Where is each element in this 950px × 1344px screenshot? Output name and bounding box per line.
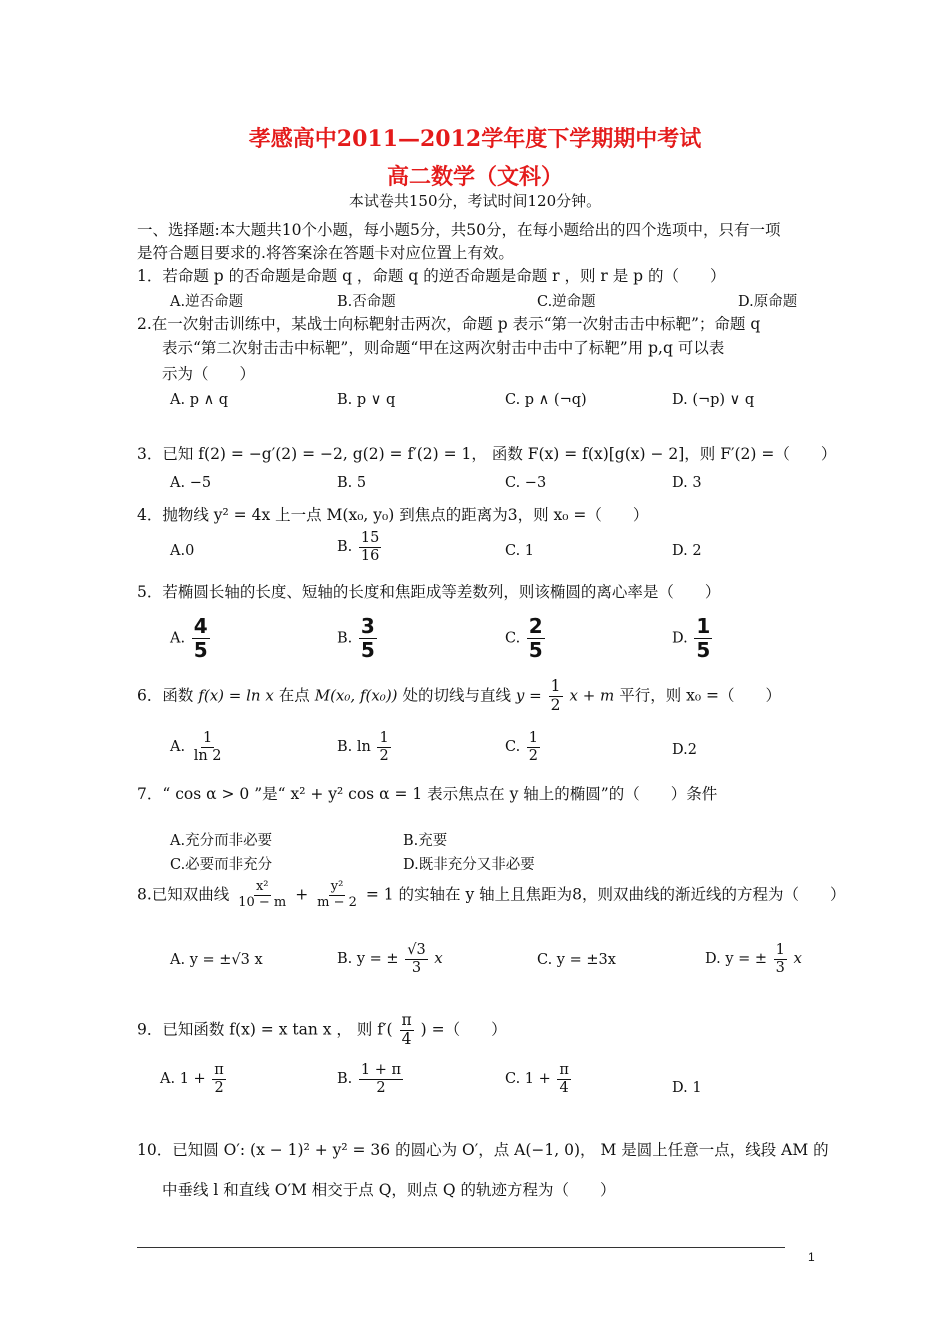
q5-option-b <box>337 615 379 662</box>
q9-option-a-fraction <box>212 1062 226 1096</box>
fraction-numerator: 1 <box>775 942 785 958</box>
q9-option-b-label: B. <box>337 1071 353 1088</box>
section-instruction-2: 是符合题目要求的.将答案涂在答题卡对应位置上有效。 <box>137 244 514 262</box>
fraction-denominator: m − 2 <box>317 894 357 910</box>
q6-function: f(x) = ln x <box>198 686 274 705</box>
q9-option-a <box>160 1062 228 1096</box>
question-3-stem: 3．已知 f(2) = −g′(2) = −2, g(2) = f′(2) = 1， 函数 F(x) = f(x)[g(x) − 2]，则 F′(2) =（ ） <box>137 445 837 463</box>
page-number: 1 <box>808 1250 815 1264</box>
question-9-stem <box>137 1012 507 1049</box>
fraction-denominator: ln 2 <box>193 747 222 764</box>
q9-option-b <box>337 1062 405 1096</box>
fraction-numerator: 1 + π <box>360 1062 401 1078</box>
q8-fraction-y <box>315 880 359 911</box>
q8-option-b-x: x <box>434 949 443 968</box>
q6-option-b <box>337 730 393 764</box>
q6-option-b-fraction <box>377 730 390 764</box>
q6-line-rhs: x + m <box>569 686 615 705</box>
q4-option-d: D. 2 <box>672 543 702 559</box>
fraction-denominator: 16 <box>360 547 380 564</box>
q8-option-b <box>337 942 443 976</box>
q7-option-d: D.既非充分又非必要 <box>403 857 535 873</box>
fraction-numerator: π <box>214 1062 224 1078</box>
q1-option-b: B.否命题 <box>337 294 396 310</box>
q9-option-c <box>505 1062 573 1096</box>
q5-option-b-label: B. <box>337 630 353 647</box>
q6-point: M(x₀, f(x₀)) <box>314 686 398 705</box>
question-1-stem: 1．若命题 p 的否命题是命题 q ，命题 q 的逆否命题是命题 r ，则 r 是 p 的（ ） <box>137 267 726 285</box>
q6-option-a-label: A. <box>170 739 186 756</box>
question-10-line-1: 10．已知圆 O′: (x − 1)² + y² = 36 的圆心为 O′，点 A(−1, 0)， M 是圆上任意一点，线段 AM 的 <box>137 1141 829 1159</box>
fraction-numerator: 1 <box>696 614 711 638</box>
q9-option-a-prefix: 1 + <box>179 1071 206 1088</box>
fraction-numerator: 1 <box>379 730 389 746</box>
q1-option-c: C.逆命题 <box>537 294 596 310</box>
q6-option-a-fraction <box>192 730 224 764</box>
q8-part-2: = 1 的实轴在 y 轴上且焦距为8，则双曲线的渐近线的方程为（ ） <box>365 885 846 904</box>
footer-rule <box>137 1247 785 1248</box>
exam-title: 孝感高中2011—2012学年度下学期期中考试 <box>248 126 702 152</box>
q3-option-a: A. −5 <box>170 475 212 491</box>
fraction-numerator: 2 <box>528 614 543 638</box>
question-2-line-1: 2.在一次射击训练中，某战士向标靶射击两次，命题 p 表示“第一次射击击中标靶”；命题 q <box>137 315 761 333</box>
fraction-numerator: 3 <box>360 614 375 638</box>
q6-line-lhs: y = <box>515 686 542 705</box>
q1-option-a: A.逆否命题 <box>170 294 244 310</box>
q5-option-c-label: C. <box>505 630 521 647</box>
fraction-numerator: 1 <box>528 730 539 746</box>
q2-option-a: A. p ∧ q <box>170 392 229 408</box>
fraction-denominator: 5 <box>360 638 375 662</box>
q9-option-c-label: C. <box>505 1071 521 1088</box>
fraction-denominator: 3 <box>411 959 422 976</box>
fraction-denominator: 2 <box>214 1079 224 1096</box>
fraction-denominator: 2 <box>379 747 389 764</box>
fraction-numerator: x² <box>255 879 269 894</box>
q2-option-b: B. p ∨ q <box>337 392 396 408</box>
q8-option-d-x: x <box>793 949 802 968</box>
q7-option-c: C.必要而非充分 <box>170 857 273 873</box>
q3-option-b: B. 5 <box>337 475 367 491</box>
q7-option-a: A.充分而非必要 <box>170 833 273 849</box>
fraction-denominator: 3 <box>775 959 785 976</box>
q9-option-c-prefix: 1 + <box>524 1071 551 1088</box>
fraction-numerator: 1 <box>550 677 561 695</box>
question-2-line-2: 表示“第二次射击击中标靶”，则命题“甲在这两次射击中击中了标靶”用 p,q 可以表 <box>162 339 725 357</box>
q6-part-1: 6．函数 <box>137 686 194 705</box>
q6-option-a <box>170 730 226 764</box>
q2-option-d: D. (¬p) ∨ q <box>672 392 755 408</box>
q7-option-b: B.充要 <box>403 833 448 849</box>
fraction-denominator: 5 <box>696 638 711 662</box>
q8-option-d <box>705 942 802 976</box>
q5-option-a <box>170 615 212 662</box>
q9-option-c-fraction <box>557 1062 571 1096</box>
fraction-numerator: 4 <box>193 614 208 638</box>
q8-option-b-fraction <box>405 942 427 976</box>
fraction-denominator: 2 <box>376 1079 386 1096</box>
q5-option-a-fraction <box>192 615 210 662</box>
q8-plus: + <box>295 885 309 904</box>
q6-part-4: 平行，则 x₀ =（ ） <box>619 686 782 705</box>
fraction-numerator: 15 <box>360 530 380 546</box>
q9-option-a-label: A. <box>160 1071 176 1088</box>
q1-option-d: D.原命题 <box>738 294 798 310</box>
exam-subtitle: 高二数学（文科） <box>386 164 563 190</box>
q2-option-c: C. p ∧ (¬q) <box>505 392 587 408</box>
q5-option-a-label: A. <box>170 630 186 647</box>
q9-option-d: D. 1 <box>672 1080 702 1096</box>
q8-part-1: 8.已知双曲线 <box>137 885 230 904</box>
question-6-stem <box>137 678 781 715</box>
q4-option-b <box>337 530 383 564</box>
fraction-numerator: 1 <box>202 730 213 746</box>
q8-option-c: C. y = ±3x <box>537 952 616 968</box>
question-7-stem: 7．“ cos α > 0 ”是“ x² + y² cos α = 1 表示焦点在 y 轴上的椭圆”的（ ）条件 <box>137 785 718 803</box>
q8-option-d-label: D. y = ± <box>705 951 768 968</box>
fraction-denominator: 2 <box>528 747 539 764</box>
q5-option-c-fraction <box>527 615 545 662</box>
q9-pi-over-4 <box>400 1012 414 1049</box>
fraction-numerator: π <box>401 1011 412 1029</box>
fraction-denominator: 4 <box>559 1079 569 1096</box>
q6-option-c <box>505 730 542 764</box>
fraction-denominator: 2 <box>550 695 561 714</box>
q9-stem-tail: ) =（ ） <box>420 1020 507 1039</box>
fraction-denominator: 5 <box>528 638 543 662</box>
fraction-numerator: y² <box>330 879 344 894</box>
q6-option-d: D.2 <box>672 742 697 758</box>
q4-option-b-fraction <box>359 530 381 564</box>
q8-option-a: A. y = ±√3 x <box>170 952 263 968</box>
question-8-stem <box>137 880 846 911</box>
q6-part-2: 在点 <box>278 686 310 705</box>
q5-option-c <box>505 615 547 662</box>
q8-fraction-x <box>236 880 288 911</box>
q9-stem-text: 9．已知函数 f(x) = x tan x ， 则 f′( <box>137 1020 393 1039</box>
q3-option-d: D. 3 <box>672 475 702 491</box>
question-2-line-3: 示为（ ） <box>162 365 256 383</box>
fraction-numerator: π <box>559 1062 569 1078</box>
fraction-numerator: √3 <box>407 942 426 958</box>
q5-option-b-fraction <box>359 615 377 662</box>
fraction-denominator: 10 − m <box>238 894 287 910</box>
q5-option-d <box>672 615 714 662</box>
q6-option-b-label: B. ln <box>337 739 371 756</box>
q6-option-c-label: C. <box>505 739 521 756</box>
q5-option-d-fraction <box>694 615 712 662</box>
question-4-stem: 4．抛物线 y² = 4x 上一点 M(x₀, y₀) 到焦点的距离为3，则 x₀ =（ ） <box>137 506 649 524</box>
exam-info: 本试卷共150分，考试时间120分钟。 <box>348 192 602 210</box>
q9-option-b-fraction <box>359 1062 403 1096</box>
q8-option-d-fraction <box>774 942 787 976</box>
q8-option-b-label: B. y = ± <box>337 951 399 968</box>
q4-option-a: A.0 <box>170 543 195 559</box>
q3-option-c: C. −3 <box>505 475 547 491</box>
section-instruction-1: 一、选择题:本大题共10个小题，每小题5分，共50分，在每小题给出的四个选项中，只有一项 <box>137 221 781 239</box>
fraction-denominator: 4 <box>401 1029 412 1048</box>
q4-option-b-label: B. <box>337 539 353 556</box>
question-5-stem: 5．若椭圆长轴的长度、短轴的长度和焦距成等差数列，则该椭圆的离心率是（ ） <box>137 583 721 601</box>
q6-part-3: 处的切线与直线 <box>402 686 511 705</box>
q4-option-c: C. 1 <box>505 543 535 559</box>
question-10-line-2: 中垂线 l 和直线 O′M 相交于点 Q，则点 Q 的轨迹方程为（ ） <box>162 1181 616 1199</box>
q5-option-d-label: D. <box>672 630 688 647</box>
q6-half-fraction <box>549 678 563 715</box>
fraction-denominator: 5 <box>193 638 208 662</box>
q6-option-c-fraction <box>527 730 540 764</box>
